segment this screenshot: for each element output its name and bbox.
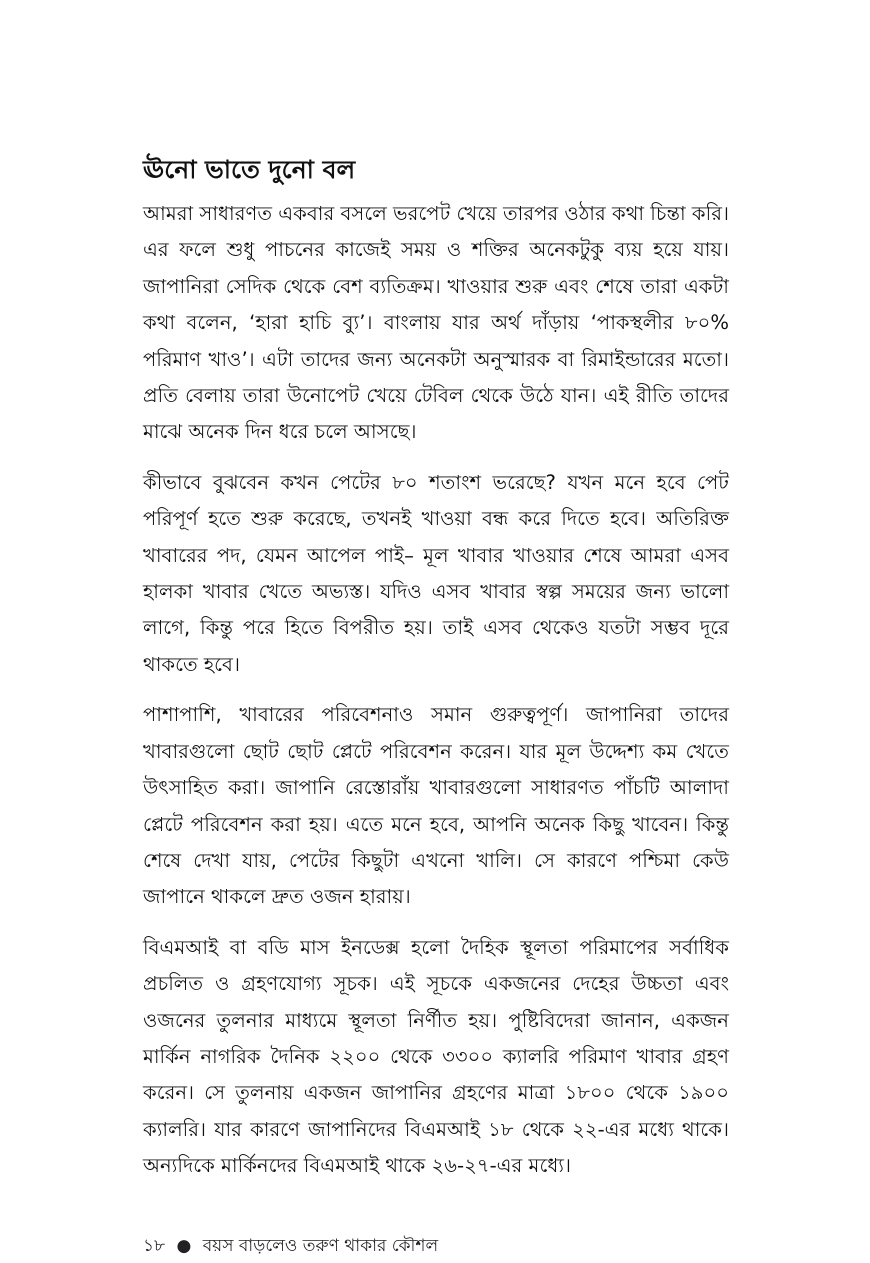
page-footer <box>143 1235 438 1257</box>
bullet-separator: ● <box>176 1236 192 1256</box>
section-heading: ঊনো ভাতে দুনো বল <box>143 155 356 184</box>
paragraph-3: পাশাপাশি, খাবারের পরিবেশনাও সমান গুরুত্বপূর্ণ। জাপানিরা তাদের খাবারগুলো ছোট ছোট প্লেটে পরিবেশন করেন। যার মূল উদ্দেশ্য কম খেতে উৎসাহিত করা। জাপানি রেস্তোরাঁয় খাবারগুলো সাধারণত পাঁচটি আলাদা প্লেটে পরিবেশন করা হয়। এতে মনে হবে, আপনি অনেক কিছু খাবেন। কিন্তু শেষে দেখা যায়, পেটের কিছুটা এখনো খালি। সে কারণে পশ্চিমা কেউ জাপানে থাকলে দ্রুত ওজন হারায়। <box>143 703 729 909</box>
paragraph-2: কীভাবে বুঝবেন কখন পেটের ৮০ শতাংশ ভরেছে? যখন মনে হবে পেট পরিপূর্ণ হতে শুরু করেছে, তখনই খাওয়া বন্ধ করে দিতে হবে। অতিরিক্ত খাবারের পদ, যেমন আপেল পাই– মূল খাবার খাওয়ার শেষে আমরা এসব হালকা খাবার খেতে অভ্যস্ত। যদিও এসব খাবার স্বল্প সময়ের জন্য ভালো লাগে, কিন্তু পরে হিতে বিপরীত হয়। তাই এসব থেকেও যতটা সম্ভব দূরে থাকতে হবে। <box>143 470 729 676</box>
page-body <box>143 150 729 1199</box>
paragraph-4: বিএমআই বা বডি মাস ইনডেক্স হলো দৈহিক স্থূলতা পরিমাপের সর্বাধিক প্রচলিত ও গ্রহণযোগ্য সূচক। এই সূচকে একজনের দেহের উচ্চতা এবং ওজনের তুলনার মাধ্যমে স্থূলতা নির্ণীত হয়। পুষ্টিবিদেরা জানান, একজন মার্কিন নাগরিক দৈনিক ২২০০ থেকে ৩৩০০ ক্যালরি পরিমাণ খাবার গ্রহণ করেন। সে তুলনায় একজন জাপানির গ্রহণের মাত্রা ১৮০০ থেকে ১৯০০ ক্যালরি। যার কারণে জাপানিদের বিএমআই ১৮ থেকে ২২-এর মধ্যে থাকে। অন্যদিকে মার্কিনদের বিএমআই থাকে ২৬-২৭-এর মধ্যে। <box>143 935 729 1178</box>
book-title: বয়স বাড়লেও তরুণ থাকার কৌশল <box>202 1236 439 1256</box>
paragraph-1: আমরা সাধারণত একবার বসলে ভরপেট খেয়ে তারপর ওঠার কথা চিন্তা করি। এর ফলে শুধু পাচনের কাজেই সময় ও শক্তির অনেকটুকু ব্যয় হয়ে যায়। জাপানিরা সেদিক থেকে বেশ ব্যতিক্রম। খাওয়ার শুরু এবং শেষে তারা একটা কথা বলেন, ‘হারা হাচি ব্যু’। বাংলায় যার অর্থ দাঁড়ায় ‘পাকস্থলীর ৮০% পরিমাণ খাও’। এটা তাদের জন্য অনেকটা অনুস্মারক বা রিমাইন্ডারের মতো। প্রতি বেলায় তারা উনোপেট খেয়ে টেবিল থেকে উঠে যান। এই রীতি তাদের মাঝে অনেক দিন ধরে চলে আসছে। <box>143 202 729 444</box>
page-number: ১৮ <box>143 1236 166 1256</box>
